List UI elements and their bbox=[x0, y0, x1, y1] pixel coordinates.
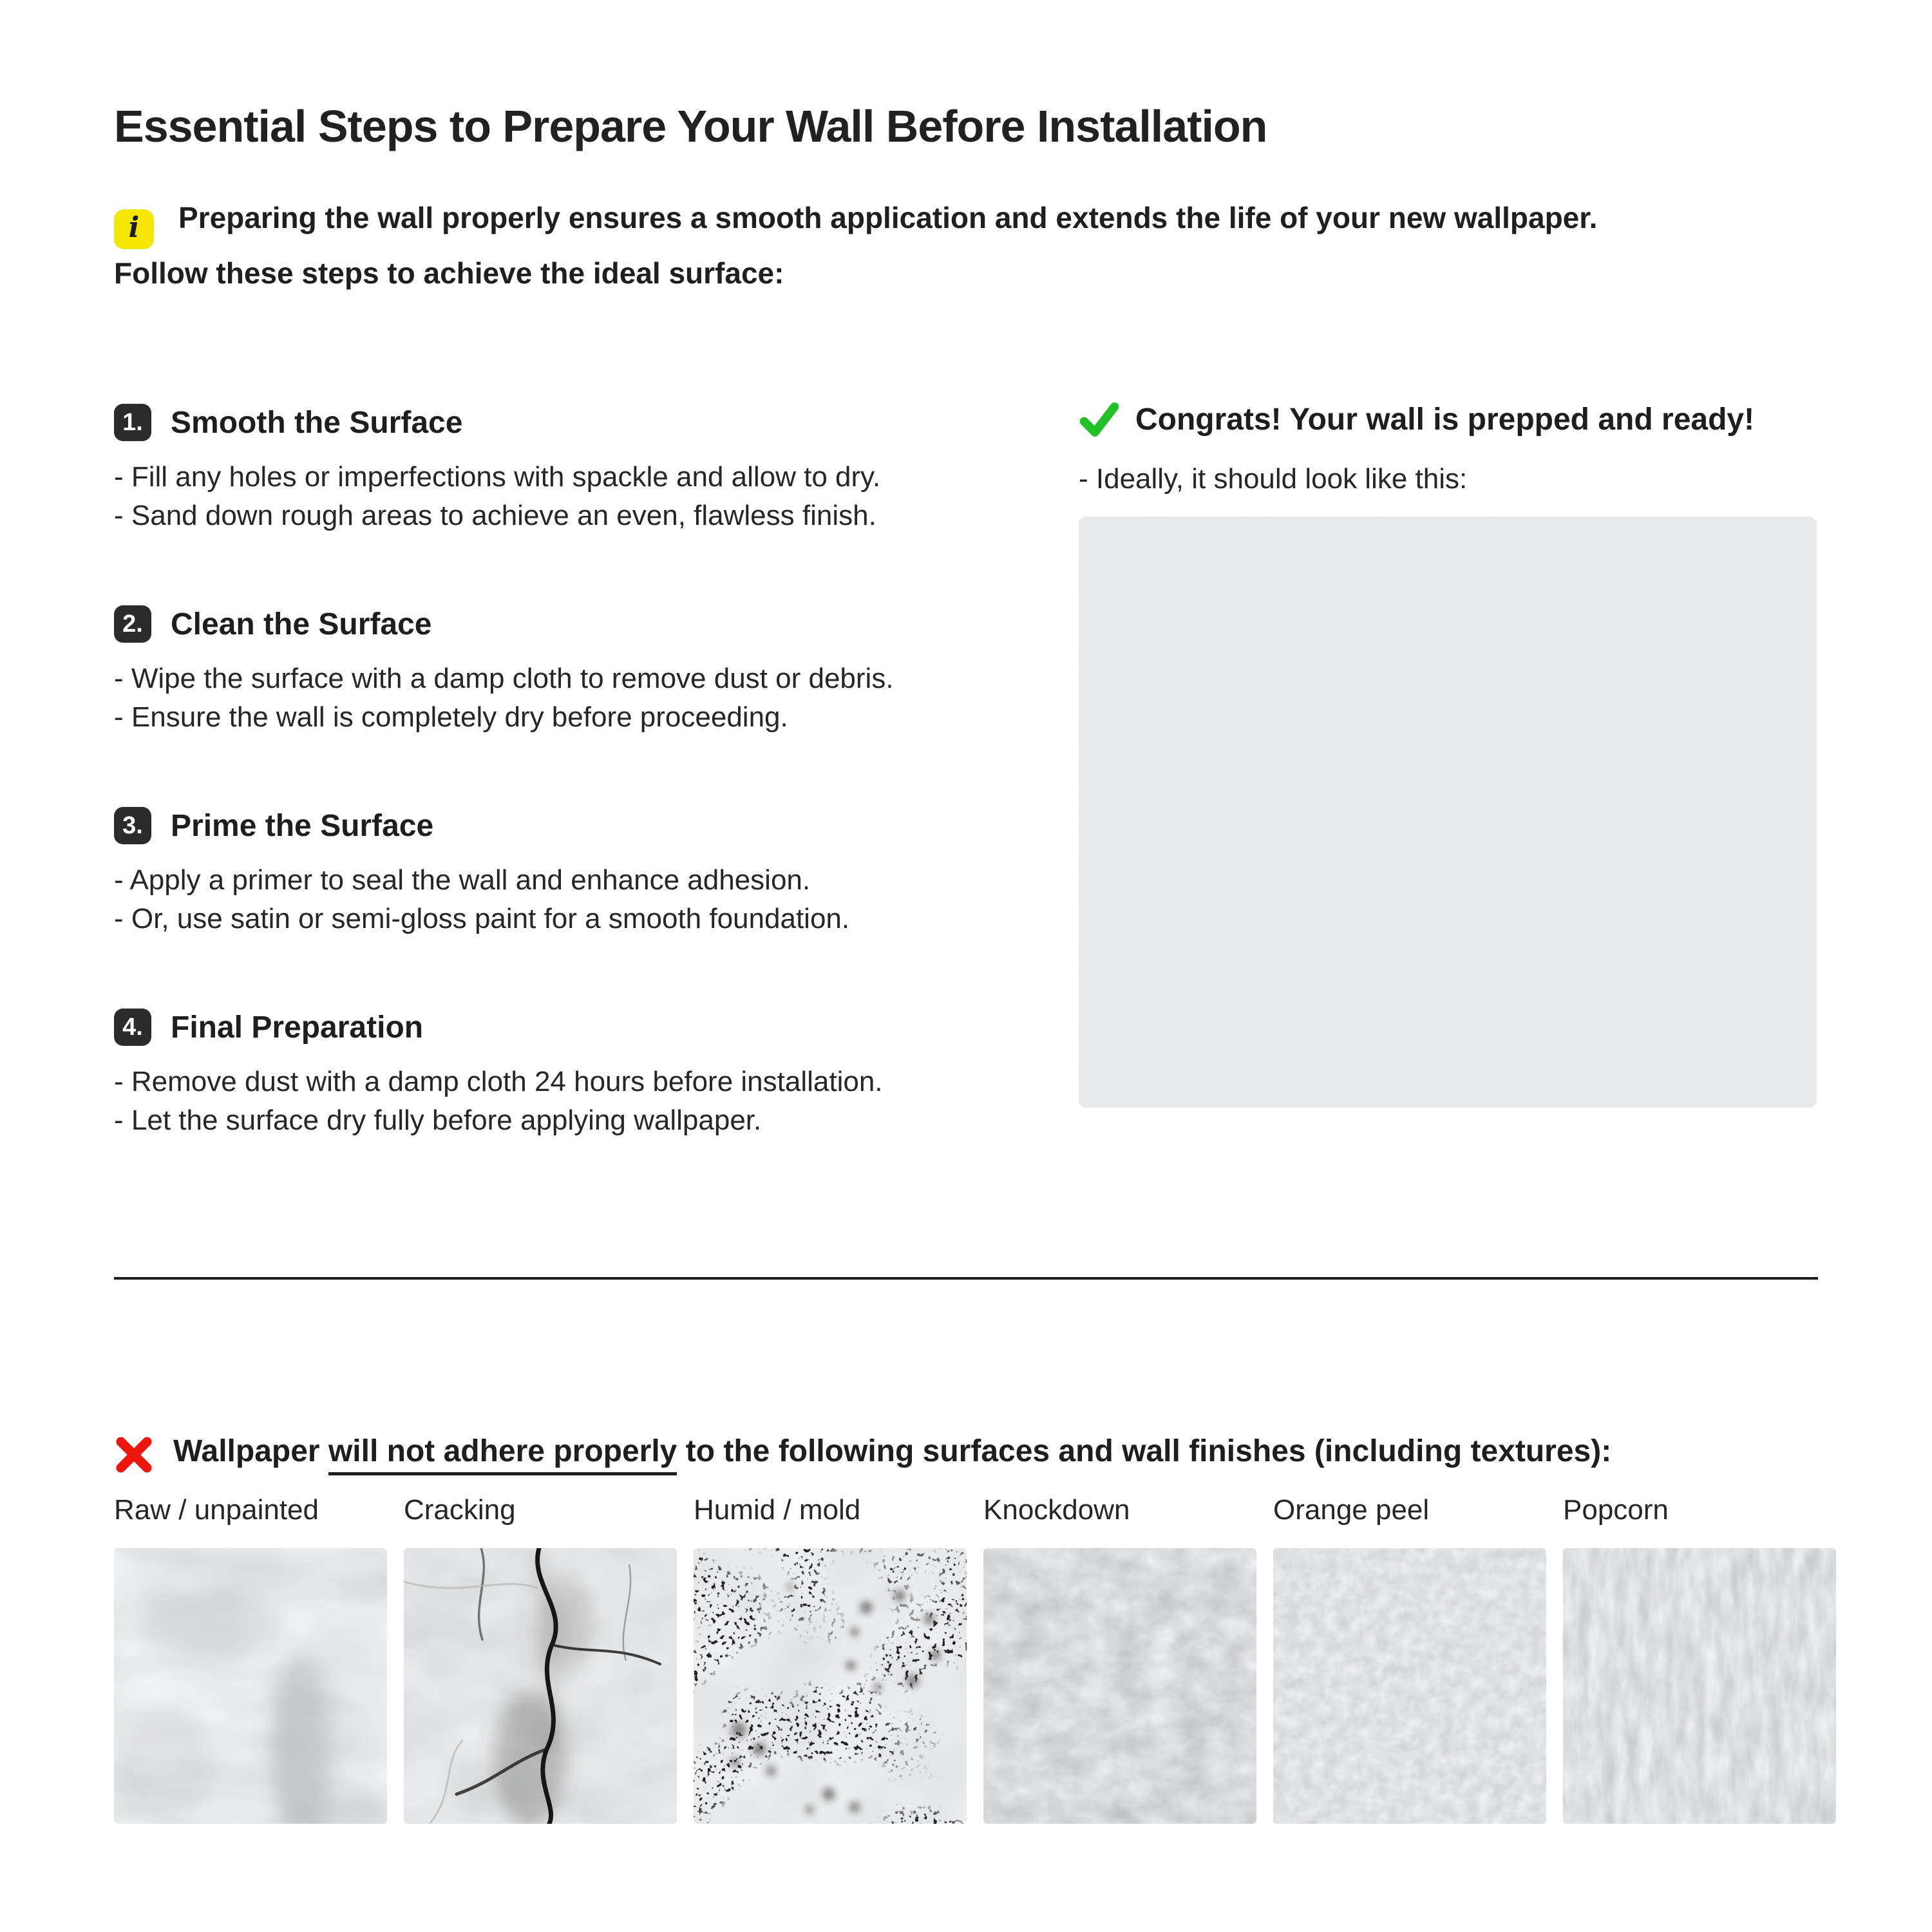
step-2-bullet-1: - Wipe the surface with a damp cloth to remove dust or debris. bbox=[114, 663, 894, 694]
step-3-bullet-2: - Or, use satin or semi-gloss paint for a smooth foundation. bbox=[114, 903, 850, 934]
step-4-bullet-1: - Remove dust with a damp cloth 24 hours before installation. bbox=[114, 1066, 883, 1097]
section-divider bbox=[114, 1277, 1818, 1280]
texture-label-orange-peel: Orange peel bbox=[1273, 1494, 1430, 1526]
texture-label-humid-mold: Humid / mold bbox=[694, 1494, 861, 1526]
step-2-bullet-2: - Ensure the wall is completely dry before proceeding. bbox=[114, 701, 788, 733]
texture-popcorn-image bbox=[1563, 1548, 1836, 1824]
step-3-number-badge: 3. bbox=[114, 807, 151, 844]
intro-line-1: Preparing the wall properly ensures a smooth application and extends the life of your new wallpaper. bbox=[178, 201, 1598, 234]
texture-label-knockdown: Knockdown bbox=[983, 1494, 1130, 1526]
check-icon bbox=[1079, 401, 1120, 437]
texture-cracking-image bbox=[404, 1548, 677, 1824]
warning-suffix: to the following surfaces and wall finishes (including textures): bbox=[677, 1434, 1612, 1468]
prepped-wall-texture bbox=[1079, 516, 1817, 1108]
success-title: Congrats! Your wall is prepped and ready! bbox=[1135, 402, 1755, 437]
steps-list bbox=[114, 404, 1048, 1210]
step-1-bullet-1: - Fill any holes or imperfections with spackle and allow to dry. bbox=[114, 461, 881, 493]
success-subtitle: - Ideally, it should look like this: bbox=[1079, 463, 1468, 495]
texture-humid-mold-image bbox=[694, 1548, 967, 1824]
texture-images-row bbox=[114, 1548, 1836, 1824]
warning-underlined: will not adhere properly bbox=[328, 1434, 677, 1475]
step-2-number-badge: 2. bbox=[114, 605, 151, 643]
warning-prefix: Wallpaper bbox=[173, 1434, 328, 1468]
step-3-header bbox=[114, 807, 1048, 844]
texture-label-raw-unpainted: Raw / unpainted bbox=[114, 1494, 319, 1526]
success-panel bbox=[1079, 399, 1817, 1108]
step-1 bbox=[114, 404, 1048, 535]
step-3-bullet-1: - Apply a primer to seal the wall and enhance adhesion. bbox=[114, 864, 811, 896]
texture-knockdown-image bbox=[983, 1548, 1256, 1824]
intro-line-2: Follow these steps to achieve the ideal surface: bbox=[114, 256, 784, 290]
step-2 bbox=[114, 605, 1048, 737]
step-2-title: Clean the Surface bbox=[171, 607, 432, 641]
step-1-bullet-2: - Sand down rough areas to achieve an even, flawless finish. bbox=[114, 500, 876, 531]
step-4-bullet-2: - Let the surface dry fully before applying wallpaper. bbox=[114, 1104, 762, 1136]
intro-note bbox=[114, 194, 1853, 297]
info-icon bbox=[114, 209, 154, 249]
x-icon bbox=[114, 1436, 154, 1473]
step-4-header bbox=[114, 1009, 1048, 1046]
texture-label-cracking: Cracking bbox=[404, 1494, 516, 1526]
info-icon-glyph: i bbox=[128, 211, 140, 244]
texture-raw-unpainted-image bbox=[114, 1548, 387, 1824]
step-4-number-badge: 4. bbox=[114, 1009, 151, 1046]
page-title: Essential Steps to Prepare Your Wall Before Installation bbox=[114, 101, 1267, 151]
success-header bbox=[1079, 399, 1817, 439]
warning-row bbox=[114, 1434, 1611, 1475]
texture-label-popcorn: Popcorn bbox=[1563, 1494, 1669, 1526]
prepped-wall-image bbox=[1079, 516, 1817, 1108]
step-1-number-badge: 1. bbox=[114, 404, 151, 441]
texture-labels-row bbox=[114, 1494, 1836, 1526]
step-1-title: Smooth the Surface bbox=[171, 405, 463, 440]
step-3 bbox=[114, 807, 1048, 938]
step-4-title: Final Preparation bbox=[171, 1010, 424, 1045]
step-2-header bbox=[114, 605, 1048, 643]
warning-text bbox=[173, 1434, 1611, 1475]
step-4 bbox=[114, 1009, 1048, 1140]
step-1-header bbox=[114, 404, 1048, 441]
step-3-title: Prime the Surface bbox=[171, 808, 434, 843]
texture-orange-peel-image bbox=[1273, 1548, 1546, 1824]
